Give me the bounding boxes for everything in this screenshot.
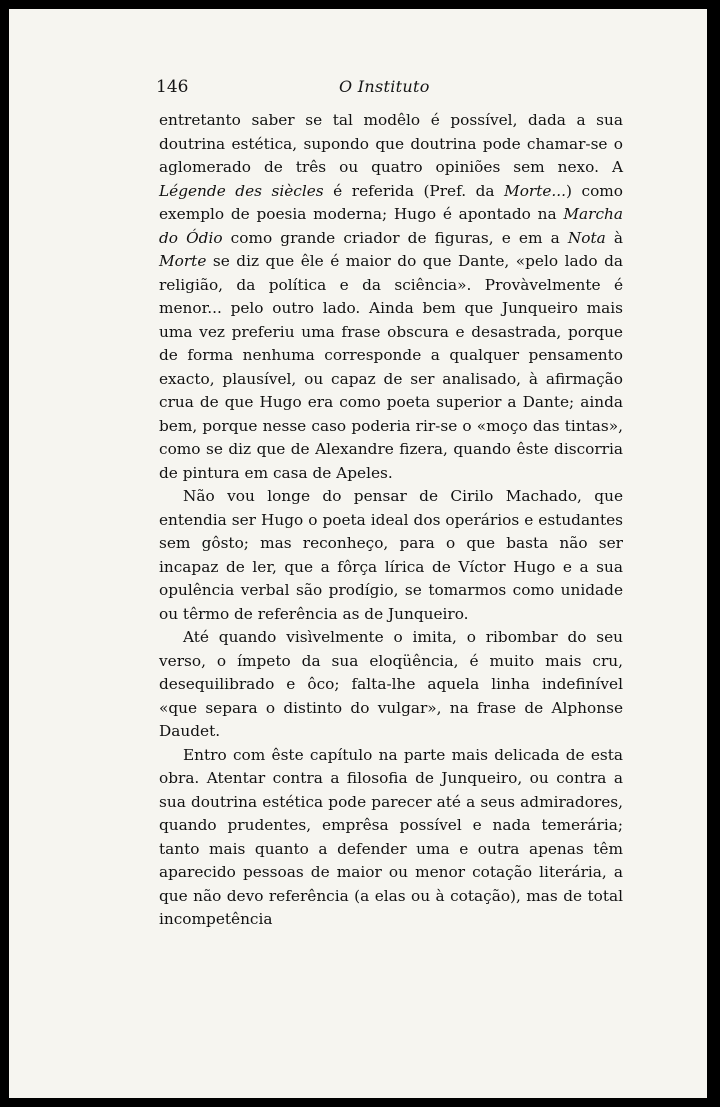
running-title: O Instituto [339,77,430,96]
paragraph-1-part: à [605,228,623,247]
book-page [9,9,707,1098]
body-text [159,109,623,932]
paragraph-1-part: como grande criador de figuras, e em a [222,228,568,247]
paragraph-1 [159,109,623,485]
italic-title: Légende des siècles [159,181,324,200]
paragraph-1-part: entretanto saber se tal modêlo é possível, dada a sua doutrina estética, supondo que doutrina pode chamar-se o aglomerado de três ou quatro opiniões sem nexo. A [159,111,623,176]
page-number: 146 [156,77,189,97]
page-header [9,77,707,101]
italic-title: Marcha do Ódio [159,205,623,247]
paragraph-1-part: é referida (Pref. da [323,181,505,200]
italic-title: Morte [159,252,207,270]
paragraph-1-part: se diz que êle é maior do que Dante, «pelo lado da religião, da política e da sciência». Provàvelmente é menor... pelo outro lado. Ainda bem que Junqueiro mais uma vez preferiu uma frase obscura e desastrada, porque de forma nenhuma corresponde a qualquer pensamento exacto, plausível, ou capaz de ser analisado, à afirmação crua de que Hugo era como poeta superior a Dante; ainda bem, porque nesse caso poderia rir-se o «moço das tintas», como se diz que de Alexandre fizera, quando êste discorria de pintura em casa de Apeles. [159,252,623,482]
paragraph-2: Não vou longe do pensar de Cirilo Machado, que entendia ser Hugo o poeta ideal dos operários e estudantes sem gôsto; mas reconheço, para o que basta não ser incapaz de ler, que a fôrça lírica de Víctor Hugo e a sua opulência verbal são prodígio, se tomarmos como unidade ou têrmo de referência as de Junqueiro. [159,487,623,623]
paragraph-1-part: ) como exemplo de poesia moderna; Hugo é apontado na [159,181,623,223]
italic-title: Morte... [504,181,567,200]
italic-title: Nota [567,228,606,247]
paragraph-4: Entro com êste capítulo na parte mais delicada de esta obra. Atentar contra a filosofia de Junqueiro, ou contra a sua doutrina estética pode parecer até a seus admiradores, quando prudentes, emprêsa possível e nada temerária; tanto mais quanto a defender uma e outra apenas têm aparecido pessoas de maior ou menor cotação literária, a que não devo referência (a elas ou à cotação), mas de total incompetência [159,745,623,928]
paragraph-3: Até quando visìvelmente o imita, o ribombar do seu verso, o ímpeto da sua eloqüência, é muito mais cru, desequilibrado e ôco; falta-lhe aquela linha indefinível «que separa o distinto do vulgar», na frase de Alphonse Daudet. [159,628,623,740]
